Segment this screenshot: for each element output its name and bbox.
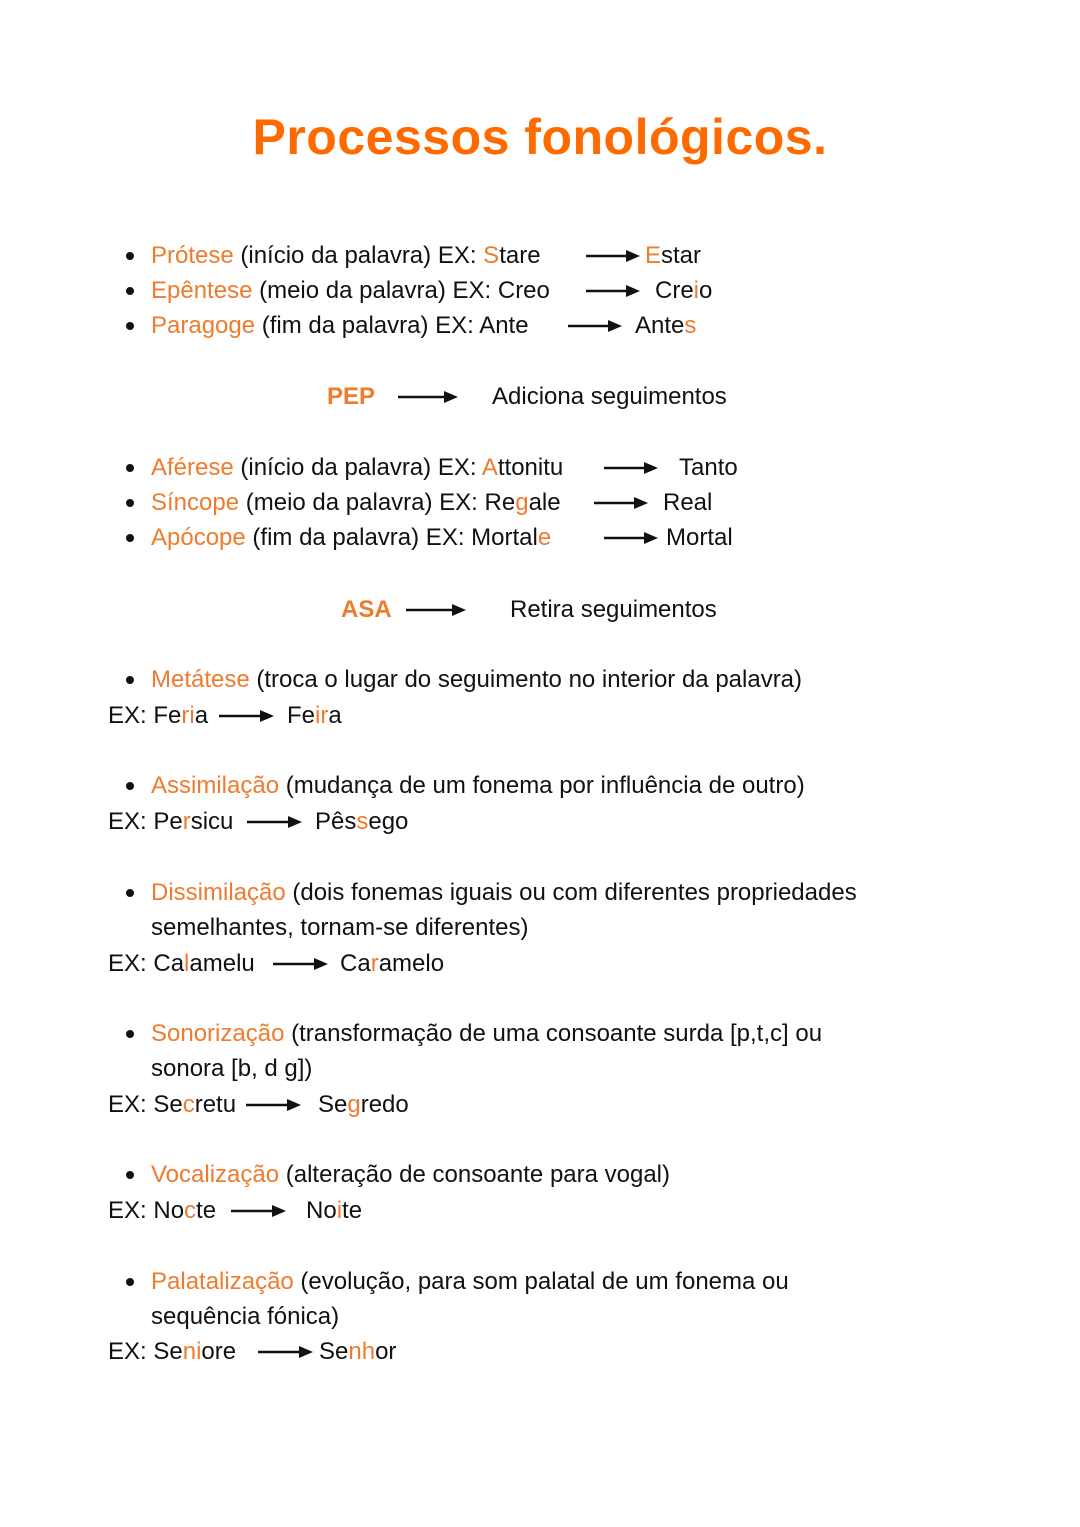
example-result	[635, 312, 696, 339]
highlighted-letters: ir	[315, 702, 329, 729]
process-description-continued: sonora [b, d g])	[151, 1055, 313, 1082]
process-term: Dissimilação	[151, 879, 286, 906]
bullet-icon	[126, 287, 134, 295]
process-description: (transformação de uma consoante surda [p,t,c] ou	[284, 1020, 823, 1047]
arrow-right-icon	[406, 603, 466, 617]
example-result-word	[287, 699, 342, 733]
arrow-right-icon	[604, 461, 658, 475]
example-source-word	[482, 454, 563, 481]
remove-process-item	[151, 451, 563, 485]
word-part: ego	[368, 808, 409, 835]
example-result	[655, 277, 712, 304]
example-result-word	[635, 309, 696, 343]
word-part: Mortal	[666, 524, 733, 551]
example-result-word	[679, 451, 738, 485]
process-item	[151, 1265, 789, 1299]
example-result	[340, 950, 444, 977]
word-part: redo	[360, 1091, 409, 1118]
example-label: EX:	[108, 950, 154, 977]
example-result	[663, 489, 712, 516]
process-description: (dois fonemas iguais ou com diferentes propriedades	[285, 879, 857, 906]
process-description: (mudança de um fonema por influência de outro)	[279, 772, 805, 799]
example-source-word	[153, 1338, 236, 1365]
word-part: Ante	[635, 312, 685, 339]
example-label: EX:	[108, 808, 154, 835]
process-description: (início da palavra) EX:	[233, 242, 484, 269]
example-line	[108, 805, 233, 839]
example-result	[287, 702, 342, 729]
bullet-icon	[126, 534, 134, 542]
word-part: Cre	[655, 277, 694, 304]
bullet-icon	[126, 676, 134, 684]
example-source-word	[485, 489, 561, 516]
example-result	[645, 242, 701, 269]
highlighted-letters: ni	[182, 1338, 202, 1365]
highlighted-letters: g	[347, 1091, 361, 1118]
bullet-icon	[126, 464, 134, 472]
example-label: EX:	[108, 702, 154, 729]
process-item	[151, 876, 857, 910]
process-term: Sonorização	[151, 1020, 285, 1047]
word-part: Pês	[315, 808, 357, 835]
example-source-word	[483, 242, 540, 269]
highlighted-letters: ri	[181, 702, 195, 729]
process-term: Síncope	[151, 489, 240, 516]
word-part: a	[328, 702, 342, 729]
word-part: No	[153, 1197, 185, 1224]
word-part: retu	[194, 1091, 237, 1118]
process-item	[151, 769, 805, 803]
arrow-right-icon	[246, 1098, 301, 1112]
process-item	[151, 1158, 670, 1192]
process-item	[151, 663, 802, 697]
process-description: (início da palavra) EX:	[233, 454, 482, 481]
example-source-word	[153, 1197, 216, 1224]
highlighted-letters: s	[684, 312, 697, 339]
example-line	[108, 1194, 216, 1228]
highlighted-letters: i	[693, 277, 700, 304]
arrow-right-icon	[231, 1204, 286, 1218]
word-part: a	[194, 702, 209, 729]
highlighted-letters: i	[336, 1197, 343, 1224]
highlighted-letters: E	[645, 242, 662, 269]
word-part: te	[342, 1197, 363, 1224]
example-result-word	[655, 274, 712, 308]
arrow-right-icon	[586, 284, 640, 298]
example-result	[318, 1091, 409, 1118]
example-source-word	[153, 1091, 236, 1118]
word-part: sicu	[190, 808, 234, 835]
bullet-icon	[126, 889, 134, 897]
highlighted-letters: g	[515, 489, 529, 516]
highlighted-letters: r	[370, 950, 379, 977]
process-term: Vocalização	[151, 1161, 280, 1188]
example-result	[319, 1338, 396, 1365]
example-label: EX:	[108, 1338, 154, 1365]
arrow-right-icon	[258, 1345, 313, 1359]
summary-add-text: Adiciona seguimentos	[492, 383, 727, 410]
word-part: or	[375, 1338, 397, 1365]
highlighted-letters: S	[483, 242, 500, 269]
example-result-word	[340, 947, 444, 981]
word-part: Ca	[340, 950, 371, 977]
bullet-icon	[126, 782, 134, 790]
word-part: amelu	[189, 950, 255, 977]
word-part: ttonitu	[497, 454, 564, 481]
example-label: EX:	[108, 1091, 154, 1118]
highlighted-letters: A	[481, 454, 498, 481]
highlighted-letters: s	[356, 808, 369, 835]
word-part: Mortal	[471, 524, 538, 551]
process-description-continued: sequência fónica)	[151, 1303, 340, 1330]
process-description: (evolução, para som palatal de um fonema ou	[293, 1268, 789, 1295]
highlighted-letters: e	[537, 524, 552, 551]
word-part: Tanto	[679, 454, 738, 481]
process-term: Aférese	[151, 454, 234, 481]
highlighted-letters: r	[182, 808, 191, 835]
word-part: amelo	[378, 950, 445, 977]
arrow-right-icon	[219, 709, 274, 723]
process-term: Palatalização	[151, 1268, 294, 1295]
arrow-right-icon	[604, 531, 658, 545]
word-part: Real	[663, 489, 713, 516]
page-title: Processos fonológicos.	[252, 109, 828, 165]
word-part: Pe	[153, 808, 183, 835]
word-part: Ca	[153, 950, 185, 977]
example-line	[108, 1335, 236, 1369]
process-description: (troca o lugar do seguimento no interior da palavra)	[249, 666, 803, 693]
arrow-right-icon	[273, 957, 328, 971]
word-part: te	[196, 1197, 217, 1224]
word-part: Fe	[287, 702, 316, 729]
process-description-continued: semelhantes, tornam-se diferentes)	[151, 914, 529, 941]
example-result	[666, 524, 733, 551]
process-term: Assimilação	[151, 772, 280, 799]
bullet-icon	[126, 1030, 134, 1038]
word-part: Se	[319, 1338, 349, 1365]
process-term: Prótese	[151, 242, 234, 269]
process-term: Metátese	[151, 666, 250, 693]
example-line	[108, 1088, 236, 1122]
process-description: (alteração de consoante para vogal)	[279, 1161, 671, 1188]
process-description: (fim da palavra) EX:	[255, 312, 480, 339]
process-term: Apócope	[151, 524, 246, 551]
bullet-icon	[126, 499, 134, 507]
process-description: (meio da palavra) EX:	[252, 277, 498, 304]
process-item	[151, 1017, 822, 1051]
example-result-word	[319, 1335, 396, 1369]
bullet-icon	[126, 1171, 134, 1179]
bullet-icon	[126, 1278, 134, 1286]
add-process-item	[151, 239, 541, 273]
example-label: EX:	[108, 1197, 154, 1224]
word-part: Se	[153, 1338, 183, 1365]
example-result-word	[645, 239, 701, 273]
word-part: ore	[201, 1338, 237, 1365]
example-result-word	[318, 1088, 409, 1122]
word-part: Creo	[497, 277, 550, 304]
example-line	[108, 699, 208, 733]
arrow-right-icon	[568, 319, 622, 333]
word-part: o	[699, 277, 713, 304]
process-term: Epêntese	[151, 277, 253, 304]
example-source-word	[153, 950, 254, 977]
example-source-word	[153, 702, 208, 729]
add-process-item	[151, 274, 550, 308]
example-result	[315, 808, 408, 835]
highlighted-letters: c	[184, 1197, 197, 1224]
highlighted-letters: l	[184, 950, 190, 977]
example-line	[108, 947, 255, 981]
highlighted-letters: nh	[348, 1338, 376, 1365]
word-part: star	[661, 242, 702, 269]
example-result	[679, 454, 738, 481]
summary-remove-text: Retira seguimentos	[510, 596, 717, 623]
arrow-right-icon	[586, 249, 640, 263]
word-part: tare	[499, 242, 541, 269]
example-result-word	[315, 805, 408, 839]
word-part: Ante	[479, 312, 529, 339]
example-source-word	[153, 808, 233, 835]
example-result-word	[306, 1194, 362, 1228]
process-term: Paragoge	[151, 312, 256, 339]
word-part: Se	[153, 1091, 183, 1118]
example-result-word	[666, 521, 733, 555]
process-description: (meio da palavra) EX:	[239, 489, 485, 516]
word-part: Se	[318, 1091, 348, 1118]
remove-process-item	[151, 521, 551, 555]
word-part: ale	[528, 489, 561, 516]
example-result-word	[663, 486, 712, 520]
add-process-item	[151, 309, 529, 343]
example-source-word	[471, 524, 551, 551]
summary-add-key: PEP	[327, 383, 376, 410]
process-description: (fim da palavra) EX:	[245, 524, 472, 551]
word-part: Re	[484, 489, 516, 516]
example-source-word	[479, 312, 528, 339]
word-part: No	[306, 1197, 337, 1224]
remove-process-item	[151, 486, 561, 520]
arrow-right-icon	[398, 390, 458, 404]
highlighted-letters: c	[182, 1091, 195, 1118]
arrow-right-icon	[247, 815, 302, 829]
bullet-icon	[126, 252, 134, 260]
word-part: Fe	[153, 702, 182, 729]
summary-remove-key: ASA	[341, 596, 392, 623]
arrow-right-icon	[594, 496, 648, 510]
example-source-word	[498, 277, 550, 304]
bullet-icon	[126, 322, 134, 330]
example-result	[306, 1197, 362, 1224]
